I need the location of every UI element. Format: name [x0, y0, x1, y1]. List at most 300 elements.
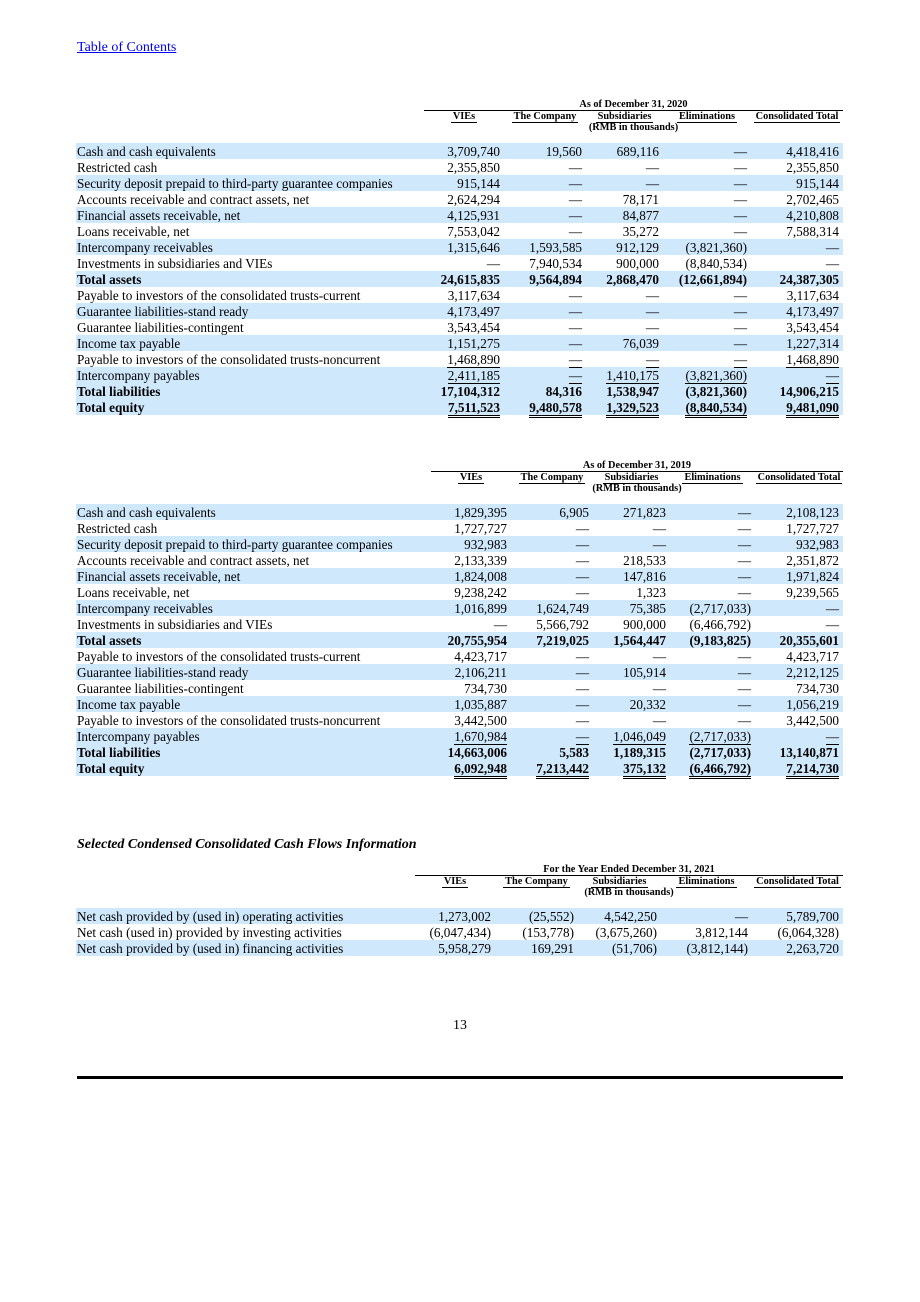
cell-value: 4,173,497: [786, 304, 839, 319]
cell-value: 7,588,314: [786, 224, 839, 239]
cell-subsidiaries: [593, 520, 670, 536]
cell-value: 1,046,049: [613, 729, 666, 744]
cell-value: —: [734, 909, 748, 924]
cell-value: —: [575, 697, 589, 712]
cell-the-company: [504, 239, 586, 255]
cell-the-company: [504, 143, 586, 159]
cell-value: 7,940,534: [529, 256, 582, 271]
cell-subsidiaries: [593, 712, 670, 728]
cell-value: —: [486, 256, 500, 271]
cell-value: (6,466,792): [689, 617, 751, 632]
cell-eliminations: [663, 319, 751, 335]
cell-vies: [424, 143, 504, 159]
cell-vies: [424, 351, 504, 367]
cell-value: 14,906,215: [779, 384, 839, 399]
cell-value: 3,117,634: [786, 288, 839, 303]
cell-subsidiaries: [586, 383, 663, 399]
cell-the-company: [504, 175, 586, 191]
cell-value: 2,133,339: [454, 553, 507, 568]
table-row: [76, 536, 843, 552]
cell-value: 3,812,144: [695, 925, 748, 940]
cell-the-company: [511, 616, 593, 632]
cell-vies: [431, 744, 511, 760]
cell-value: 1,329,523: [606, 400, 659, 418]
footer-rule: [77, 1076, 843, 1079]
cell-value: (2,717,033): [689, 601, 751, 616]
row-label: Restricted cash: [77, 521, 158, 536]
table-row: [76, 143, 843, 159]
unit-caption: (RMB in thousands): [584, 887, 674, 898]
cell-value: 900,000: [616, 256, 659, 271]
column-header-eliminations: [663, 111, 751, 123]
cell-value: 3,117,634: [447, 288, 500, 303]
cell-subsidiaries: [586, 159, 663, 175]
cell-vies: [431, 632, 511, 648]
cell-consolidated-total: [755, 760, 843, 776]
cell-eliminations: [663, 223, 751, 239]
column-header-subsidiaries: [586, 111, 663, 123]
cell-the-company: [504, 159, 586, 175]
cell-eliminations: [663, 143, 751, 159]
unit-caption: (RMB in thousands): [588, 122, 679, 133]
cell-value: —: [652, 713, 666, 728]
cell-subsidiaries: [593, 648, 670, 664]
cell-value: —: [733, 208, 747, 223]
cell-consolidated-total: [751, 223, 843, 239]
cell-the-company: [504, 351, 586, 367]
cell-value: 3,442,500: [454, 713, 507, 728]
cell-value: 1,971,824: [786, 569, 839, 584]
column-header-vies: [415, 876, 495, 888]
cell-consolidated-total: [755, 616, 843, 632]
cell-value: —: [737, 665, 751, 680]
cell-consolidated-total: [751, 383, 843, 399]
cell-value: 2,411,185: [447, 368, 500, 383]
cell-value: 1,624,749: [536, 601, 589, 616]
cell-consolidated-total: [751, 319, 843, 335]
column-header-vies: [431, 472, 511, 484]
cell-vies: [431, 600, 511, 616]
cell-value: —: [568, 208, 582, 223]
cell-value: 3,442,500: [786, 713, 839, 728]
cell-value: 5,789,700: [786, 909, 840, 924]
cell-eliminations: [663, 351, 751, 367]
table-row: [76, 207, 843, 223]
cell-value: —: [737, 713, 751, 728]
cell-eliminations: [663, 367, 751, 383]
cell-vies: [424, 175, 504, 191]
table-row: [76, 680, 843, 696]
cell-eliminations: [670, 728, 755, 744]
cell-subsidiaries: [586, 271, 663, 287]
cell-the-company: [504, 287, 586, 303]
header-spacer: [76, 898, 843, 908]
column-header-vies: [424, 111, 504, 123]
cell-eliminations: [663, 255, 751, 271]
cell-value: —: [575, 713, 589, 728]
cell-eliminations: [670, 760, 755, 776]
cell-value: 9,564,894: [529, 272, 582, 287]
row-label: Cash and cash equivalents: [76, 504, 431, 520]
cell-value: —: [825, 601, 839, 616]
cell-value: (3,821,360): [685, 384, 747, 399]
cell-eliminations: [670, 744, 755, 760]
table-row: [76, 940, 843, 956]
table-row: [76, 383, 843, 399]
cell-subsidiaries: [586, 351, 663, 367]
cell-value: —: [737, 585, 751, 600]
cell-value: 84,877: [622, 208, 659, 223]
cell-value: 24,387,305: [779, 272, 839, 287]
cell-eliminations: [670, 568, 755, 584]
cell-consolidated-total: [755, 680, 843, 696]
cell-value: —: [568, 368, 582, 383]
cell-value: 4,542,250: [604, 909, 657, 924]
cell-value: (6,064,328): [777, 925, 840, 940]
cell-the-company: [504, 191, 586, 207]
header-blank: [76, 864, 415, 876]
cell-value: —: [575, 537, 589, 552]
table-row: [76, 351, 843, 367]
cash-flow-section-title: Selected Condensed Consolidated Cash Flows Information: [77, 837, 417, 852]
header-blank: [76, 111, 424, 123]
column-header-label: Consolidated Total: [757, 472, 841, 483]
cell-vies: [431, 760, 511, 776]
cell-consolidated-total: [751, 335, 843, 351]
cell-consolidated-total: [752, 940, 843, 956]
cell-vies: [431, 696, 511, 712]
cell-value: 75,385: [629, 601, 666, 616]
table-row: [76, 696, 843, 712]
table-row: [76, 255, 843, 271]
cell-value: 9,239,565: [786, 585, 839, 600]
cell-value: 2,212,125: [786, 665, 839, 680]
cell-value: 5,583: [559, 745, 589, 760]
row-label: Payable to investors of the consolidated trusts-noncurrent: [77, 352, 381, 367]
cell-the-company: [504, 271, 586, 287]
cell-eliminations: [670, 504, 755, 520]
column-header-label: Consolidated Total: [756, 876, 839, 887]
column-header-consolidated-total: [751, 111, 843, 123]
cell-value: 9,481,090: [786, 400, 839, 418]
column-header-label: The Company: [513, 111, 577, 122]
cell-value: 7,553,042: [447, 224, 500, 239]
cell-consolidated-total: [755, 536, 843, 552]
cell-subsidiaries: [593, 600, 670, 616]
cell-vies: [415, 924, 495, 940]
cell-consolidated-total: [751, 239, 843, 255]
cell-subsidiaries: [593, 568, 670, 584]
cell-value: 912,129: [616, 240, 659, 255]
table-row: [76, 632, 843, 648]
cell-value: 9,480,578: [529, 400, 582, 418]
cell-value: —: [645, 320, 659, 335]
header-spacer: [76, 133, 843, 143]
row-label: Income tax payable: [76, 696, 431, 712]
cell-value: (6,466,792): [689, 761, 751, 779]
cell-vies: [424, 287, 504, 303]
cell-value: (2,717,033): [689, 745, 751, 760]
column-header-label: The Company: [505, 876, 568, 887]
column-header-the-company: [511, 472, 593, 484]
row-label: Total assets: [76, 632, 431, 648]
cell-subsidiaries: [586, 191, 663, 207]
column-header-consolidated-total: [755, 472, 843, 484]
cell-eliminations: [663, 207, 751, 223]
cell-subsidiaries: [586, 175, 663, 191]
cell-value: —: [575, 681, 589, 696]
balance-sheet-2020-table: [76, 99, 843, 415]
cell-vies: [424, 207, 504, 223]
cell-value: (8,840,534): [685, 400, 747, 418]
table-row: [76, 664, 843, 680]
cell-value: (153,778): [522, 925, 574, 940]
cell-value: —: [733, 176, 747, 191]
row-label: Total liabilities: [76, 383, 424, 399]
cell-consolidated-total: [755, 552, 843, 568]
table-row: [76, 760, 843, 776]
column-header-subsidiaries: [593, 472, 670, 484]
cell-value: 20,755,954: [447, 633, 507, 648]
cell-value: 900,000: [623, 617, 666, 632]
cell-subsidiaries: [593, 728, 670, 744]
cell-value: 1,035,887: [454, 697, 507, 712]
cell-subsidiaries: [578, 908, 661, 924]
table-of-contents-link[interactable]: Table of Contents: [77, 40, 177, 55]
row-label: Investments in subsidiaries and VIEs: [77, 617, 273, 632]
cell-value: —: [575, 585, 589, 600]
cell-vies: [424, 383, 504, 399]
cell-vies: [431, 536, 511, 552]
cell-vies: [431, 552, 511, 568]
table-row: [76, 175, 843, 191]
cell-eliminations: [661, 940, 752, 956]
cell-consolidated-total: [755, 712, 843, 728]
cell-subsidiaries: [586, 239, 663, 255]
table-row: [76, 648, 843, 664]
cell-value: —: [493, 617, 507, 632]
cell-eliminations: [661, 908, 752, 924]
row-label: Intercompany payables: [76, 367, 424, 383]
row-label: Loans receivable, net: [77, 585, 190, 600]
cell-the-company: [511, 536, 593, 552]
cell-value: —: [733, 320, 747, 335]
cell-consolidated-total: [755, 600, 843, 616]
header-blank: [76, 99, 424, 111]
cell-value: —: [652, 537, 666, 552]
table-row: [76, 728, 843, 744]
cell-subsidiaries: [593, 664, 670, 680]
header-columns-row: [76, 472, 843, 484]
column-header-label: Consolidated Total: [755, 111, 839, 122]
cell-value: —: [568, 352, 582, 367]
cell-value: —: [733, 336, 747, 351]
cell-value: 5,958,279: [438, 941, 491, 956]
row-label: Accounts receivable and contract assets, net: [77, 553, 310, 568]
cell-value: —: [737, 505, 751, 520]
row-label: Security deposit prepaid to third-party guarantee companies: [76, 536, 431, 552]
row-label: Total liabilities: [76, 744, 431, 760]
cell-value: 4,210,808: [786, 208, 839, 223]
row-label: Income tax payable: [76, 335, 424, 351]
column-header-the-company: [504, 111, 586, 123]
cell-value: 1,829,395: [454, 505, 507, 520]
cell-value: —: [733, 192, 747, 207]
cell-the-company: [504, 303, 586, 319]
cell-value: 4,418,416: [786, 144, 839, 159]
row-label: Security deposit prepaid to third-party guarantee companies: [76, 175, 424, 191]
cell-value: 2,702,465: [786, 192, 839, 207]
header-period-row: [76, 864, 843, 876]
cell-value: (3,821,360): [685, 368, 747, 383]
cell-value: (2,717,033): [689, 729, 751, 744]
table-row: [76, 584, 843, 600]
cell-value: —: [825, 368, 839, 383]
header-blank: [76, 483, 431, 494]
cell-consolidated-total: [751, 175, 843, 191]
column-header-consolidated-total: [752, 876, 843, 888]
cell-value: 7,213,442: [536, 761, 589, 779]
page-number: 13: [453, 1018, 467, 1033]
cell-subsidiaries: [593, 552, 670, 568]
cell-consolidated-total: [755, 584, 843, 600]
row-label: Guarantee liabilities-stand ready: [76, 303, 424, 319]
cell-value: 932,983: [464, 537, 507, 552]
row-label: Guarantee liabilities-contingent: [77, 681, 244, 696]
cell-value: 271,823: [623, 505, 666, 520]
cell-subsidiaries: [586, 255, 663, 271]
cell-consolidated-total: [755, 744, 843, 760]
cell-vies: [431, 504, 511, 520]
table-row: [76, 335, 843, 351]
cell-the-company: [504, 319, 586, 335]
row-label: Payable to investors of the consolidated trusts-current: [77, 288, 361, 303]
cell-value: 1,468,890: [786, 352, 839, 367]
cell-value: (8,840,534): [685, 256, 747, 271]
cell-subsidiaries: [586, 223, 663, 239]
cell-value: 2,355,850: [447, 160, 500, 175]
cell-vies: [424, 399, 504, 415]
header-columns-row: [76, 111, 843, 123]
column-header-label: Eliminations: [678, 111, 736, 122]
header-blank: [76, 460, 431, 472]
cash-flow-2021-table: [76, 864, 843, 956]
cell-eliminations: [663, 335, 751, 351]
cell-value: —: [568, 192, 582, 207]
cell-value: 3,543,454: [786, 320, 839, 335]
column-header-the-company: [495, 876, 578, 888]
column-header-label: Subsidiaries: [604, 472, 659, 483]
cell-eliminations: [670, 600, 755, 616]
column-header-label: Eliminations: [678, 876, 735, 887]
cell-value: 734,730: [796, 681, 839, 696]
table-row: [76, 223, 843, 239]
cell-consolidated-total: [755, 728, 843, 744]
cell-eliminations: [663, 191, 751, 207]
period-heading: As of December 31, 2019: [431, 460, 843, 472]
cell-the-company: [504, 367, 586, 383]
cell-the-company: [504, 223, 586, 239]
table-row: [76, 520, 843, 536]
table-row: [76, 504, 843, 520]
cell-value: 1,273,002: [438, 909, 491, 924]
cell-consolidated-total: [755, 632, 843, 648]
cell-eliminations: [670, 616, 755, 632]
cell-eliminations: [661, 924, 752, 940]
cell-vies: [424, 223, 504, 239]
cell-value: —: [733, 288, 747, 303]
cell-vies: [431, 584, 511, 600]
cell-value: 1,593,585: [529, 240, 582, 255]
cell-consolidated-total: [755, 664, 843, 680]
cell-subsidiaries: [586, 319, 663, 335]
cell-consolidated-total: [755, 648, 843, 664]
cell-consolidated-total: [751, 207, 843, 223]
row-label: Financial assets receivable, net: [76, 207, 424, 223]
cell-value: 1,323: [636, 585, 666, 600]
column-header-eliminations: [670, 472, 755, 484]
cell-consolidated-total: [752, 924, 843, 940]
row-label: Investments in subsidiaries and VIEs: [77, 256, 273, 271]
cell-value: 1,016,899: [454, 601, 507, 616]
cell-eliminations: [670, 664, 755, 680]
cell-consolidated-total: [755, 520, 843, 536]
cell-value: —: [568, 224, 582, 239]
row-label: Payable to investors of the consolidated trusts-current: [77, 649, 361, 664]
cell-vies: [424, 319, 504, 335]
cell-value: 78,171: [622, 192, 659, 207]
cell-subsidiaries: [593, 744, 670, 760]
cell-value: 1,564,447: [613, 633, 666, 648]
unit-caption: (RMB in thousands): [592, 483, 682, 494]
row-label: Guarantee liabilities-contingent: [77, 320, 244, 335]
cell-value: —: [733, 304, 747, 319]
cell-consolidated-total: [751, 191, 843, 207]
cell-the-company: [511, 632, 593, 648]
cell-the-company: [511, 712, 593, 728]
cell-value: 24,615,835: [440, 272, 500, 287]
cell-value: 689,116: [616, 144, 659, 159]
cell-value: —: [645, 304, 659, 319]
cell-value: 1,538,947: [606, 384, 659, 399]
cell-consolidated-total: [751, 351, 843, 367]
cell-value: —: [568, 288, 582, 303]
cell-the-company: [504, 255, 586, 271]
column-header-label: VIEs: [452, 111, 476, 122]
row-label: Net cash provided by (used in) financing activities: [76, 940, 415, 956]
cell-vies: [431, 648, 511, 664]
cell-eliminations: [663, 175, 751, 191]
cell-eliminations: [670, 648, 755, 664]
cell-value: —: [737, 649, 751, 664]
cell-consolidated-total: [755, 568, 843, 584]
table-row: [76, 303, 843, 319]
table-row: [76, 924, 843, 940]
row-label: Financial assets receivable, net: [76, 568, 431, 584]
column-header-label: Subsidiaries: [592, 876, 647, 887]
column-header-label: The Company: [520, 472, 584, 483]
cell-value: 35,272: [622, 224, 659, 239]
cell-subsidiaries: [586, 143, 663, 159]
cell-value: 1,410,175: [606, 368, 659, 383]
cell-subsidiaries: [578, 924, 661, 940]
cell-subsidiaries: [593, 696, 670, 712]
cell-subsidiaries: [586, 207, 663, 223]
cell-value: —: [733, 144, 747, 159]
cell-vies: [431, 568, 511, 584]
row-label: Loans receivable, net: [77, 224, 190, 239]
cell-subsidiaries: [578, 940, 661, 956]
